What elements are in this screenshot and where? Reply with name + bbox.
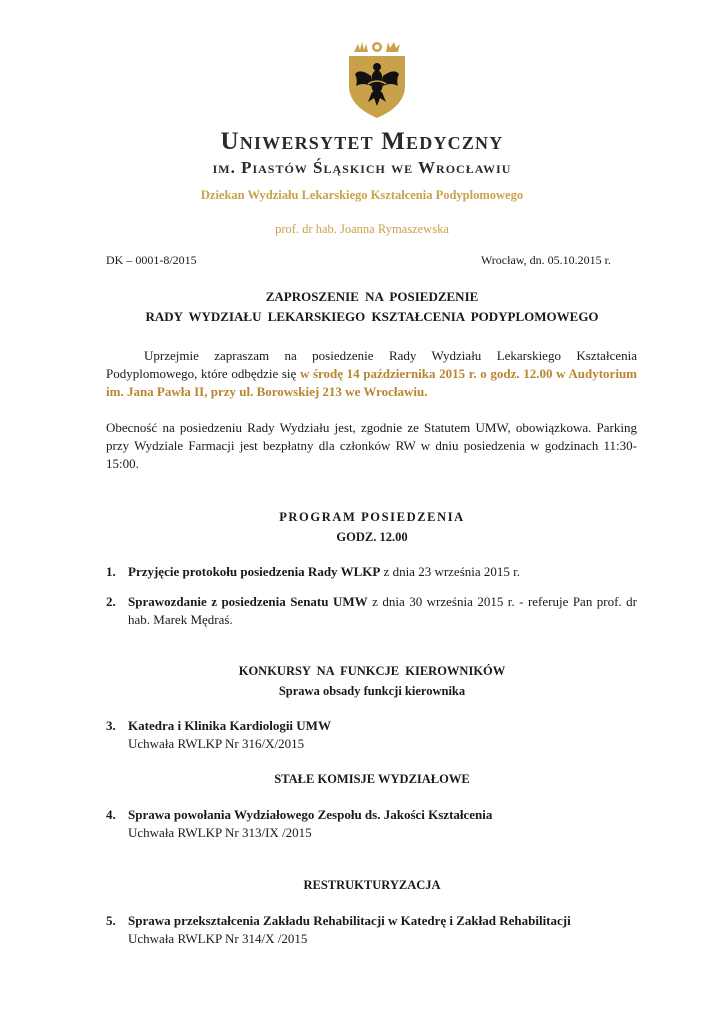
program-heading: PROGRAM POSIEDZENIA	[279, 510, 465, 524]
agenda-item-number: 5.	[106, 913, 116, 928]
reference-number: DK – 0001-8/2015	[106, 253, 197, 267]
agenda-item-title: Sprawozdanie z posiedzenia Senatu UMW	[128, 594, 368, 609]
agenda-item-number: 2.	[106, 594, 116, 609]
agenda-item-resolution: Uchwała RWLKP Nr 314/X /2015	[128, 931, 308, 946]
section-heading-konkursy: KONKURSY NA FUNKCJE KIEROWNIKÓW	[238, 664, 506, 678]
agenda-item-number: 3.	[106, 718, 116, 733]
document-title-line2: RADY WYDZIAŁU LEKARSKIEGO KSZTAŁCENIA PODYPLOMOWEGO	[145, 309, 599, 324]
invitation-text: Uprzejmie zapraszam na posiedzenie Rady Wydziału Lekarskiego Kształcenia Podyplomowego, które odbędzie się	[106, 348, 637, 381]
agenda-item	[106, 563, 637, 581]
attendance-paragraph: Obecność na posiedzeniu Rady Wydziału jest, zgodnie ze Statutem UMW, obowiązkowa. Parking przy Wydziale Farmacji jest bezpłatny dla członków RW w dniu posiedzenia w godzinach 11:30-15:00.	[106, 420, 637, 471]
dean-name: prof. dr hab. Joanna Rymaszewska	[275, 222, 449, 236]
section-subheading-konkursy: Sprawa obsady funkcji kierownika	[278, 684, 466, 698]
agenda-item-details: z dnia 23 września 2015 r.	[380, 564, 521, 579]
agenda-item	[106, 593, 637, 629]
agenda-item-details: z dnia 30 września 2015 r. - referuje Pan prof. dr hab. Marek Mędraś.	[128, 594, 638, 627]
meeting-date-location: w środę 14 października 2015 r. o godz. 12.00 w Audytorium im. Jana Pawła II, przy ul. Borowskiej 213 we Wrocławiu.	[106, 366, 637, 399]
agenda-item-resolution: Uchwała RWLKP Nr 316/X/2015	[128, 736, 305, 751]
agenda-item-number: 4.	[106, 807, 116, 822]
program-time: GODZ. 12.00	[336, 530, 408, 544]
agenda-item	[106, 912, 637, 948]
dean-office: Dziekan Wydziału Lekarskiego Kształcenia Podyplomowego	[200, 188, 524, 202]
agenda-item-resolution: Uchwała RWLKP Nr 313/IX /2015	[128, 825, 312, 840]
section-heading-stale: STAŁE KOMISJE WYDZIAŁOWE	[274, 772, 470, 786]
agenda-item	[106, 717, 637, 753]
agenda-item	[106, 806, 637, 842]
agenda-item-title: Przyjęcie protokołu posiedzenia Rady WLKP	[128, 564, 381, 579]
document-title-line1: ZAPROSZENIE NA POSIEDZENIE	[265, 289, 479, 304]
university-name: Uniwersytet Medyczny	[220, 128, 504, 155]
agenda-item-number: 1.	[106, 564, 116, 579]
university-crest-logo	[346, 40, 408, 120]
agenda-item-title: Katedra i Klinika Kardiologii UMW	[128, 718, 331, 733]
section-heading-restrukturyzacja: RESTRUKTURYZACJA	[303, 878, 441, 892]
invitation-paragraph	[106, 347, 637, 401]
place-date: Wrocław, dn. 05.10.2015 r.	[480, 253, 611, 267]
agenda-item-title: Sprawa przekształcenia Zakładu Rehabilitacji w Katedrę i Zakład Rehabilitacji	[128, 913, 571, 928]
agenda-item-title: Sprawa powołania Wydziałowego Zespołu ds. Jakości Kształcenia	[128, 807, 493, 822]
university-subtitle: im. Piastów Śląskich we Wrocławiu	[212, 158, 512, 177]
